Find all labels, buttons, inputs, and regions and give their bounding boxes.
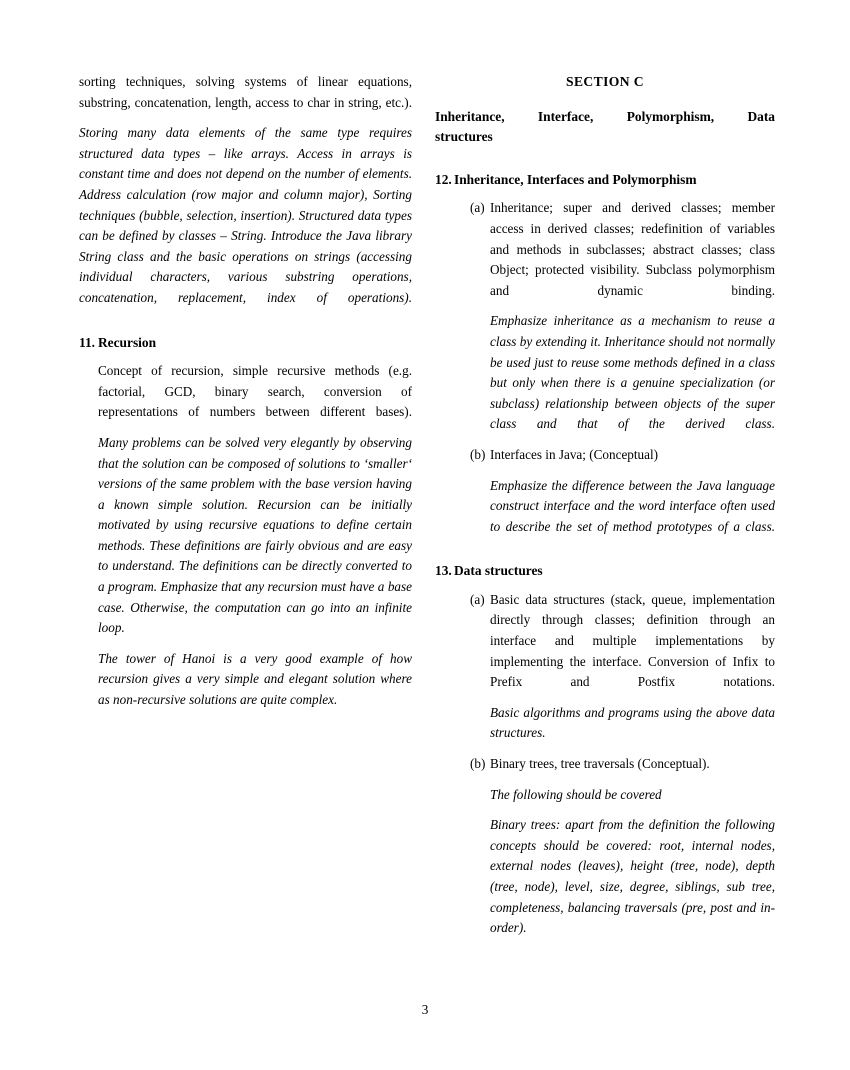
page-number: 3	[421, 1002, 429, 1017]
section-12-items	[470, 198, 775, 537]
section-heading-data-structures	[435, 561, 775, 582]
item-body	[490, 754, 775, 939]
paragraph-italic-arrays: Storing many data elements of the same type requires structured data types – like arrays. Access in arrays is constant time and does not depend on the number of elements. Address calculation (row major and column major), Sorting techniques (bubble, selection, insertion). Structured data types can be defined by classes – String. Introduce the Java library String class and the basic operations on strings (accessing individual characters, various substring operations, concatenation, replacement, index of operations).	[79, 125, 412, 305]
item-marker: (b)	[470, 756, 486, 772]
right-column	[435, 72, 775, 949]
list-item	[470, 590, 775, 744]
item-marker: (a)	[470, 591, 485, 607]
recursion-italic-paragraph-2: The tower of Hanoi is a very good example of how recursion gives a very simple and elegant solution where as non-recursive solutions are quite complex.	[98, 650, 412, 708]
item-body	[490, 198, 775, 435]
recursion-body-paragraph: Concept of recursion, simple recursive methods (e.g. factorial, GCD, binary search, conversion of representations of numbers between different bases).	[98, 363, 412, 420]
item-paragraph-italic: Basic algorithms and programs using the above data structures.	[490, 704, 775, 741]
left-column	[79, 72, 412, 711]
list-item	[470, 198, 775, 435]
section-c-subtitle	[435, 107, 775, 148]
item-paragraph-italic: Emphasize inheritance as a mechanism to reuse a class by extending it. Inheritance should not normally be used just to reuse some methods defined in a class but only when there is a genuine specialization (or subclass) relationship between objects of the super class and that of the derived class.	[490, 313, 775, 432]
item-paragraph: Binary trees, tree traversals (Conceptual).	[490, 756, 710, 772]
item-paragraph: Basic data structures (stack, queue, implementation directly through classes; definition through an interface and multiple implementations by implementing the interface. Conversion of Infix to Prefix and Postfix notations.	[490, 591, 775, 690]
item-paragraph-italic-note: The following should be covered	[490, 786, 662, 802]
item-marker: (a)	[470, 200, 485, 216]
section-title: Inheritance, Interfaces and Polymorphism	[454, 171, 697, 187]
section-number: 13.	[435, 563, 452, 579]
section-13-items	[470, 590, 775, 939]
section-c-subtitle-line-1: Inheritance, Interface, Polymorphism, Data	[435, 108, 775, 124]
item-marker: (b)	[470, 446, 486, 462]
item-body	[490, 590, 775, 744]
paragraph-continuation: sorting techniques, solving systems of linear equations, substring, concatenation, length, access to char in string, etc.).	[79, 74, 412, 110]
section-title: Recursion	[98, 334, 157, 350]
recursion-italic-paragraph-1: Many problems can be solved very elegantly by observing that the solution can be composed of solutions to ‘smaller‘ versions of the same problem with the base version having a known simple solution. Recursion can be initially motivated by using recursive equations to define certain methods. These definitions are fairly obvious and are easy to understand. The definitions can be directly converted to a program. Emphasize that any recursion must have a base case. Otherwise, the computation can go into an infinite loop.	[98, 434, 412, 636]
section-number: 12.	[435, 171, 452, 187]
item-paragraph: Interfaces in Java; (Conceptual)	[490, 446, 659, 462]
section-heading-inheritance	[435, 170, 775, 191]
section-title: Data structures	[454, 563, 543, 579]
section-c-subtitle-line-2: structures	[435, 129, 493, 145]
spacer	[79, 319, 412, 333]
list-item	[470, 754, 775, 939]
item-body	[490, 445, 775, 537]
section-number: 11.	[79, 334, 95, 350]
section-heading-recursion	[79, 333, 412, 354]
item-paragraph: Inheritance; super and derived classes; member access in derived classes; redefinition of variables and methods in subclasses; abstract classes; class Object; protected visibility. Subclass polymorphism and dynamic binding.	[490, 200, 775, 298]
list-item	[470, 445, 775, 537]
item-paragraph-italic: Emphasize the difference between the Java language construct interface and the word interface often used to describe the set of method prototypes of a class.	[490, 477, 775, 534]
section-c-title: SECTION C	[565, 74, 644, 89]
spacer	[435, 547, 775, 561]
item-paragraph-italic-detail: Binary trees: apart from the definition the following concepts should be covered: root, internal nodes, external nodes (leaves), height (tree, node), depth (tree, node), level, size, degree, siblings, sub tree, completeness, balancing traversals (pre, post and in-order).	[490, 817, 775, 936]
